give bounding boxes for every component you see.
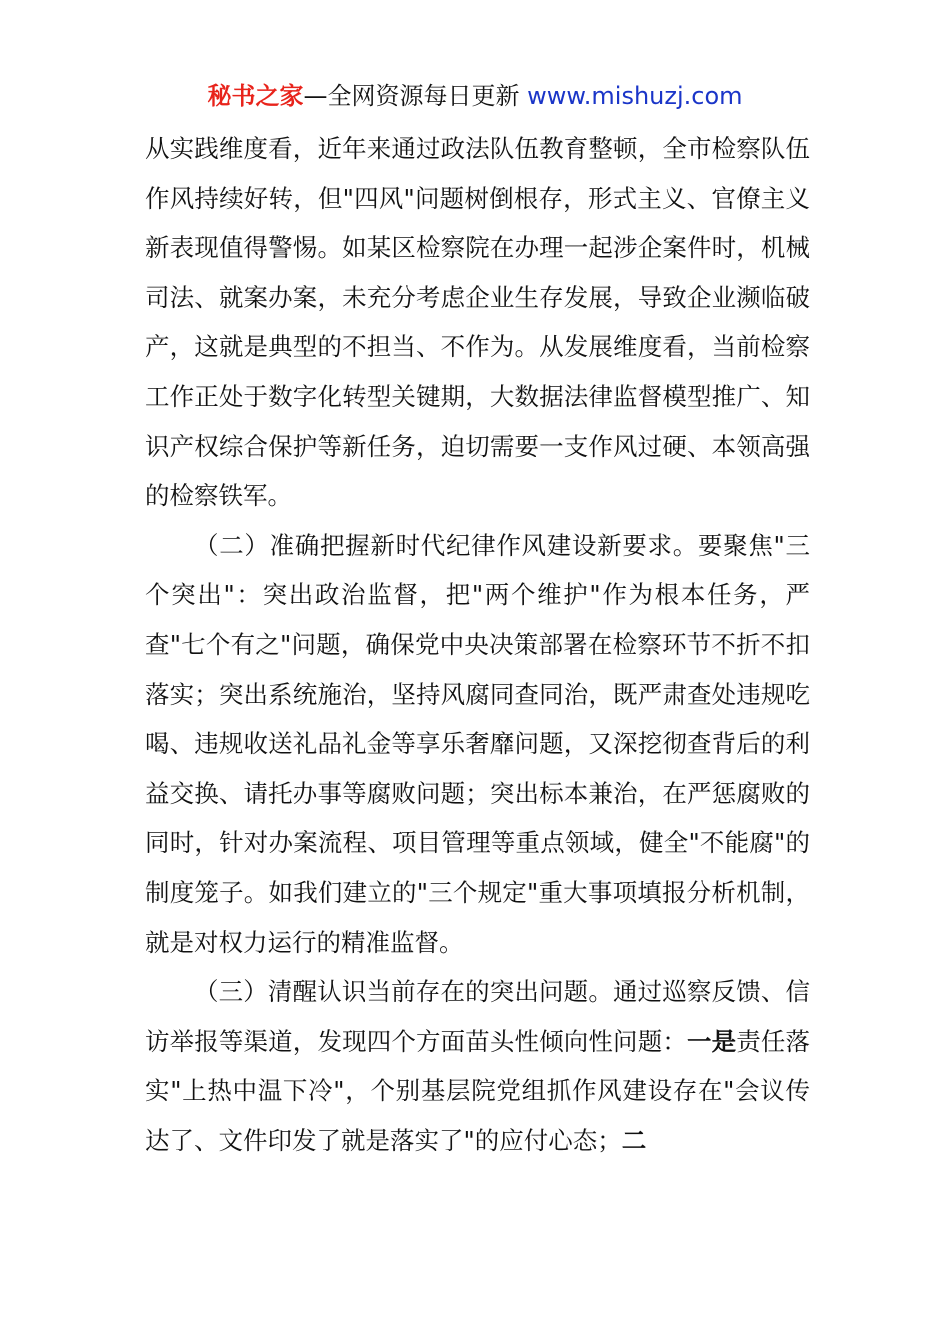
paragraph-problems xyxy=(145,967,810,1165)
point-one-text: 责任落实"上热中温下冷"，个别基层院党组抓作风建设存在"会议传达了、文件印发了就是落实了"的应付心态； xyxy=(145,1026,811,1155)
site-url: www.mishuzj.com xyxy=(527,82,743,110)
page-header xyxy=(0,80,950,112)
paragraph-problems-intro: （三）清醒认识当前存在的突出问题。通过巡察反馈、信访举报等渠道，发现四个方面苗头性倾向性问题： xyxy=(145,977,810,1056)
brand-name: 秘书之家 xyxy=(207,82,304,110)
paragraph-practice: 从实践维度看，近年来通过政法队伍教育整顿，全市检察队伍作风持续好转，但"四风"问题树倒根存，形式主义、官僚主义新表现值得警惕。如某区检察院在办理一起涉企案件时，机械司法、就案办案，未充分考虑企业生存发展，导致企业濒临破产，这就是典型的不担当、不作为。从发展维度看，当前检察工作正处于数字化转型关键期，大数据法律监督模型推广、知识产权综合保护等新任务，迫切需要一支作风过硬、本领高强的检察铁军。 xyxy=(145,134,810,511)
point-one-label: 一是 xyxy=(686,1026,737,1056)
point-two-label: 二 xyxy=(621,1125,647,1155)
document-body xyxy=(145,124,810,1165)
paragraph-requirements: （二）准确把握新时代纪律作风建设新要求。要聚焦"三个突出"：突出政治监督，把"两个维护"作为根本任务，严查"七个有之"问题，确保党中央决策部署在检察环节不折不扣落实；突出系统施治，坚持风腐同查同治，既严肃查处违规吃喝、违规收送礼品礼金等享乐奢靡问题，又深挖彻查背后的利益交换、请托办事等腐败问题；突出标本兼治，在严惩腐败的同时，针对办案流程、项目管理等重点领域，健全"不能腐"的制度笼子。如我们建立的"三个规定"重大事项填报分析机制，就是对权力运行的精准监督。 xyxy=(145,530,810,957)
header-tagline: —全网资源每日更新 xyxy=(303,82,528,110)
